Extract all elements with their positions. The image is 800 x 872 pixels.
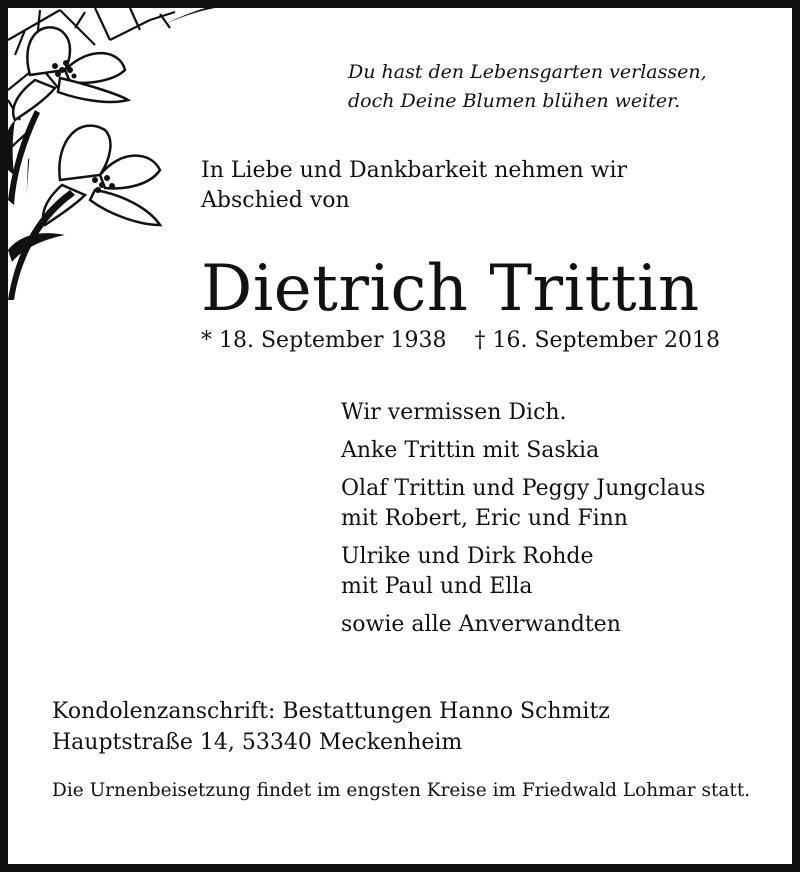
condolence-address: [52, 696, 610, 758]
motto-line: Du hast den Lebensgarten verlassen,: [348, 61, 707, 83]
deceased-name: Dietrich Trittin: [201, 252, 700, 326]
intro-line: Abschied von: [201, 188, 350, 213]
intro-line: In Liebe und Dankbarkeit nehmen wir: [201, 158, 628, 183]
mourner-line: Olaf Trittin und Peggy Jungclaus: [341, 476, 706, 501]
mourner-group: [341, 436, 705, 466]
mourner-line: sowie alle Anverwandten: [341, 612, 621, 637]
contact-line: Kondolenzanschrift: Bestattungen Hanno Schmitz: [52, 699, 610, 724]
mourner-line: mit Paul und Ella: [341, 574, 533, 599]
mourners-list: [341, 398, 705, 648]
mourner-line: mit Robert, Eric und Finn: [341, 506, 628, 531]
death-date: † 16. September 2018: [474, 328, 720, 353]
mourner-line: Anke Trittin mit Saskia: [341, 438, 600, 463]
mourner-group: [341, 398, 705, 428]
motto-quote: [348, 58, 768, 116]
life-dates: [201, 326, 720, 356]
mourner-group: [341, 542, 705, 602]
lily-flowers-icon: [0, 0, 230, 300]
burial-notice: Die Urnenbeisetzung findet im engsten Kreise im Friedwald Lohmar statt.: [52, 780, 751, 801]
mourner-group: [341, 474, 705, 534]
motto-line: doch Deine Blumen blühen weiter.: [348, 90, 681, 112]
mourner-line: Ulrike und Dirk Rohde: [341, 544, 594, 569]
birth-date: * 18. September 1938: [201, 328, 447, 353]
contact-line: Hauptstraße 14, 53340 Meckenheim: [52, 730, 463, 755]
mourner-line: Wir vermissen Dich.: [341, 400, 567, 425]
intro-text: [201, 156, 627, 216]
mourner-group: [341, 610, 705, 640]
